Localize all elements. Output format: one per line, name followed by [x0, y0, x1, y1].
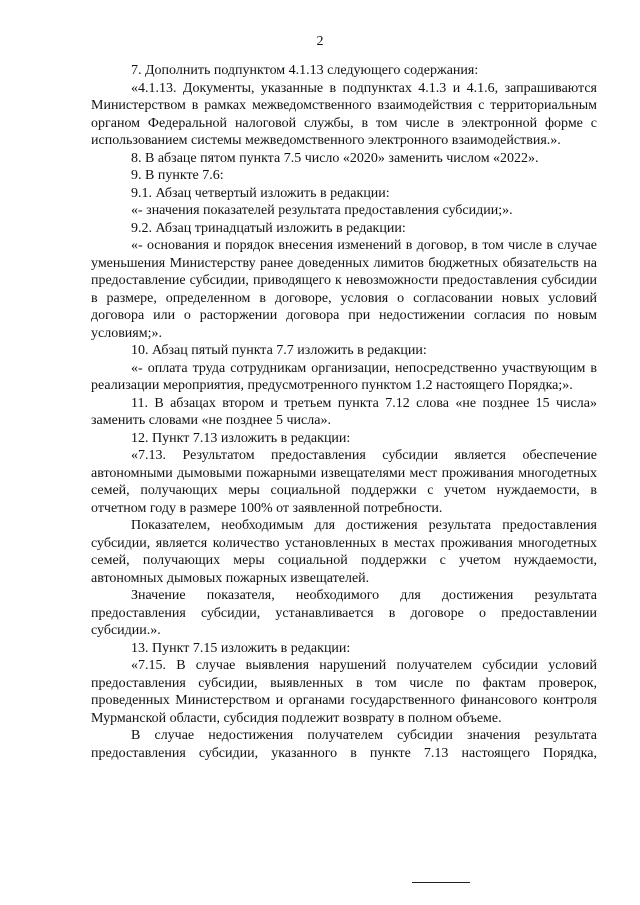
footer-divider	[412, 882, 470, 883]
document-body	[91, 62, 597, 762]
paragraph-quote-7-13: «7.13. Результатом предоставления субсидии является обеспечение автономными дымовыми пожарными извещателями мест проживания многодетных семей, получающих меры социальной поддержки с учетом нуждаемости, в отчетном году в размере 100% от заявленной потребности.	[91, 448, 597, 516]
paragraph-item-9-2: 9.2. Абзац тринадцатый изложить в редакции:	[131, 220, 406, 236]
paragraph-quote-7-15: «7.15. В случае выявления нарушений получателем субсидии условий предоставления субсидии, выявленных в том числе по фактам проверок, проведенных Министерством и органами государственного финансового контроля Мурманской области, субсидия подлежит возврату в полном объеме.	[91, 658, 597, 726]
paragraph-quote-9-1: «- значения показателей результата предоставления субсидии;».	[131, 203, 513, 218]
paragraph-subitem-4-1-13: «4.1.13. Документы, указанные в подпунктах 4.1.3 и 4.1.6, запрашиваются Министерством в рамках межведомственного взаимодействия с территориальным органом Федеральной налоговой службы, в том числе в электронной форме с использованием системы межведомственного электронного взаимодействия.».	[91, 80, 597, 148]
paragraph-item-12: 12. Пункт 7.13 изложить в редакции:	[131, 430, 351, 446]
page-number: 2	[316, 34, 324, 49]
paragraph-item-10: 10. Абзац пятый пункта 7.7 изложить в редакции:	[131, 343, 427, 358]
paragraph-item-13: 13. Пункт 7.15 изложить в редакции:	[131, 640, 351, 656]
paragraph-quote-10: «- оплата труда сотрудникам организации, непосредственно участвующим в реализации мероприятия, предусмотренного пунктом 1.2 настоящего Порядка;».	[91, 360, 597, 393]
paragraph-item-9-1: 9.1. Абзац четвертый изложить в редакции:	[131, 185, 390, 201]
paragraph-quote-9-2: «- основания и порядок внесения изменений в договор, в том числе в случае уменьшения Министерству ранее доведенных лимитов бюджетных обязательств на предоставление субсидии, приводящего к невозможности предоставления субсидии в размере, определенном в договоре, условия о согласовании новых условий договора или о расторжении договора при недостижении согласия по новым условиям;».	[91, 238, 597, 341]
paragraph-indicator-value: Значение показателя, необходимого для достижения результата предоставления субсидии, устанавливается в договоре о предоставлении субсидии.».	[91, 588, 597, 638]
paragraph-indicator: Показателем, необходимым для достижения результата предоставления субсидии, является количество установленных в местах проживания многодетных семей, получающих меры социальной поддержки с учетом нуждаемости, автономных дымовых пожарных извещателей.	[91, 518, 597, 586]
paragraph-item-8: 8. В абзаце пятом пункта 7.5 число «2020» заменить числом «2022».	[131, 150, 539, 166]
paragraph-item-11: 11. В абзацах втором и третьем пункта 7.12 слова «не позднее 15 числа» заменить словами «не позднее 5 числа».	[91, 395, 597, 428]
paragraph-nonachievement: В случае недостижения получателем субсидии значения результата предоставления субсидии, указанного в пункте 7.13 настоящего Порядка,	[91, 728, 597, 761]
paragraph-item-7: 7. Дополнить подпунктом 4.1.13 следующего содержания:	[131, 63, 479, 78]
paragraph-item-9: 9. В пункте 7.6:	[131, 168, 224, 183]
